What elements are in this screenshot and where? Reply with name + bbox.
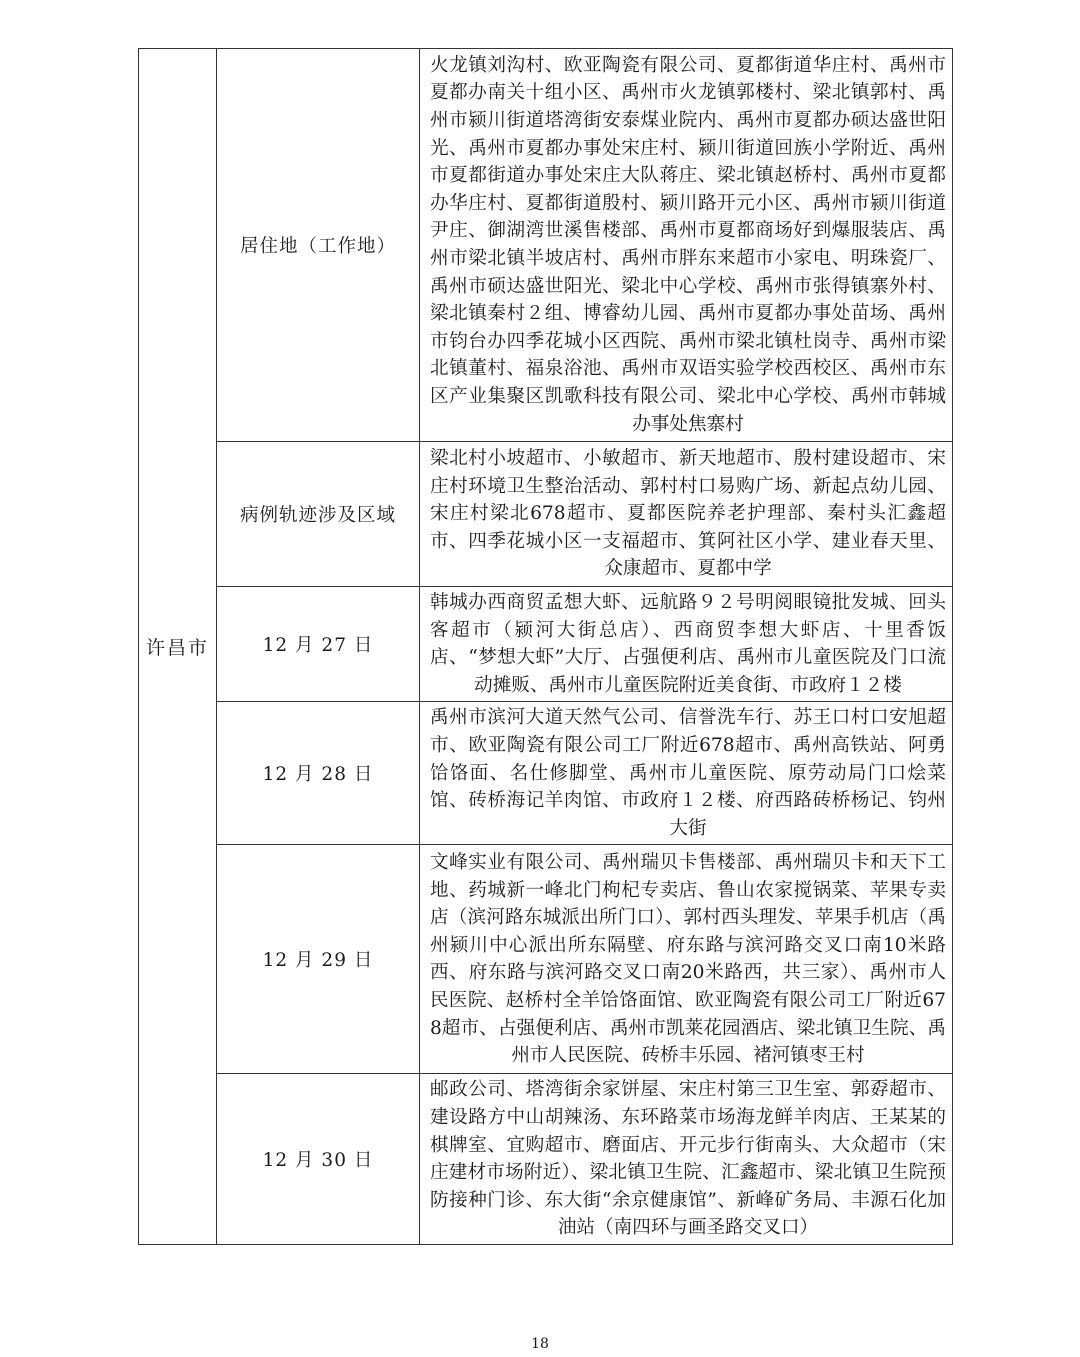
row-label-dec29: 12 月 29 日 (217, 845, 420, 1074)
row-label-dec27: 12 月 27 日 (217, 587, 420, 702)
row-content-dec30: 邮政公司、塔湾街余家饼屋、宋庄村第三卫生室、郭孬超市、建设路方中山胡辣汤、东环路菜市场海龙鲜羊肉店、王某某的棋牌室、宜购超市、磨面店、开元步行街南头、大众超市（宋庄建材市场附近）、梁北镇卫生院、汇鑫超市、梁北镇卫生院预防接种门诊、东大街“余京健康馆”、新峰矿务局、丰源石化加油站（南四环与画圣路交叉口） (420, 1074, 953, 1245)
page-number: 18 (531, 1336, 549, 1352)
locations-table (138, 48, 953, 1245)
row-label-residence: 居住地（工作地） (217, 49, 420, 442)
row-content-residence: 火龙镇刘沟村、欧亚陶瓷有限公司、夏都街道华庄村、禹州市夏都办南关十组小区、禹州市火龙镇郭楼村、梁北镇郭村、禹州市颍川街道塔湾街安泰煤业院内、禹州市夏都办硕达盛世阳光、禹州市夏都办事处宋庄村、颍川街道回族小学附近、禹州市夏都街道办事处宋庄大队蒋庄、梁北镇赵桥村、禹州市夏都办华庄村、夏都街道殷村、颍川路开元小区、禹州市颍川街道尹庄、御湖湾世溪售楼部、禹州市夏都商场好到爆服装店、禹州市梁北镇半坡店村、禹州市胖东来超市小家电、明珠瓷厂、禹州市硕达盛世阳光、梁北中心学校、禹州市张得镇寨外村、梁北镇秦村２组、博睿幼儿园、禹州市夏都办事处苗场、禹州市钧台办四季花城小区西院、禹州市梁北镇杜岗寺、禹州市梁北镇董村、福泉浴池、禹州市双语实验学校西校区、禹州市东区产业集聚区凯歌科技有限公司、梁北中心学校、禹州市韩城办事处焦寨村 (420, 49, 953, 442)
city-cell: 许昌市 (139, 49, 217, 1245)
row-label-dec30: 12 月 30 日 (217, 1074, 420, 1245)
row-content-dec29: 文峰实业有限公司、禹州瑞贝卡售楼部、禹州瑞贝卡和天下工地、药城新一峰北门枸杞专卖店、鲁山农家搅锅菜、苹果专卖店（滨河路东城派出所门口）、郭村西头理发、苹果手机店（禹州颍川中心派出所东隔壁、府东路与滨河路交叉口南10米路西、府东路与滨河路交叉口南20米路西，共三家）、禹州市人民医院、赵桥村全羊饸饹面馆、欧亚陶瓷有限公司工厂附近678超市、占强便利店、禹州市凯莱花园酒店、梁北镇卫生院、禹州市人民医院、砖桥丰乐园、褚河镇枣王村 (420, 845, 953, 1074)
table-row (139, 587, 953, 702)
row-label-dec28: 12 月 28 日 (217, 702, 420, 845)
table-row (139, 845, 953, 1074)
row-content-trajectory: 梁北村小坡超市、小敏超市、新天地超市、殷村建设超市、宋庄村环境卫生整治活动、郭村村口易购广场、新起点幼儿园、宋庄村梁北678超市、夏都医院养老护理部、秦村头汇鑫超市、四季花城小区一支福超市、箕阿社区小学、建业春天里、众康超市、夏都中学 (420, 442, 953, 587)
table-row (139, 702, 953, 845)
row-content-dec28: 禹州市滨河大道天然气公司、信誉洗车行、苏王口村口安旭超市、欧亚陶瓷有限公司工厂附近678超市、禹州高铁站、阿勇饸饹面、名仕修脚堂、禹州市儿童医院、原劳动局门口烩菜馆、砖桥海记羊肉馆、市政府１２楼、府西路砖桥杨记、钧州大街 (420, 702, 953, 845)
table-row (139, 1074, 953, 1245)
table-row (139, 442, 953, 587)
row-label-trajectory: 病例轨迹涉及区域 (217, 442, 420, 587)
row-content-dec27: 韩城办西商贸孟想大虾、远航路９２号明阅眼镜批发城、回头客超市（颍河大街总店）、西商贸李想大虾店、十里香饭店、“梦想大虾”大厅、占强便利店、禹州市儿童医院及门口流动摊贩、禹州市儿童医院附近美食街、市政府１２楼 (420, 587, 953, 702)
table-row (139, 49, 953, 442)
